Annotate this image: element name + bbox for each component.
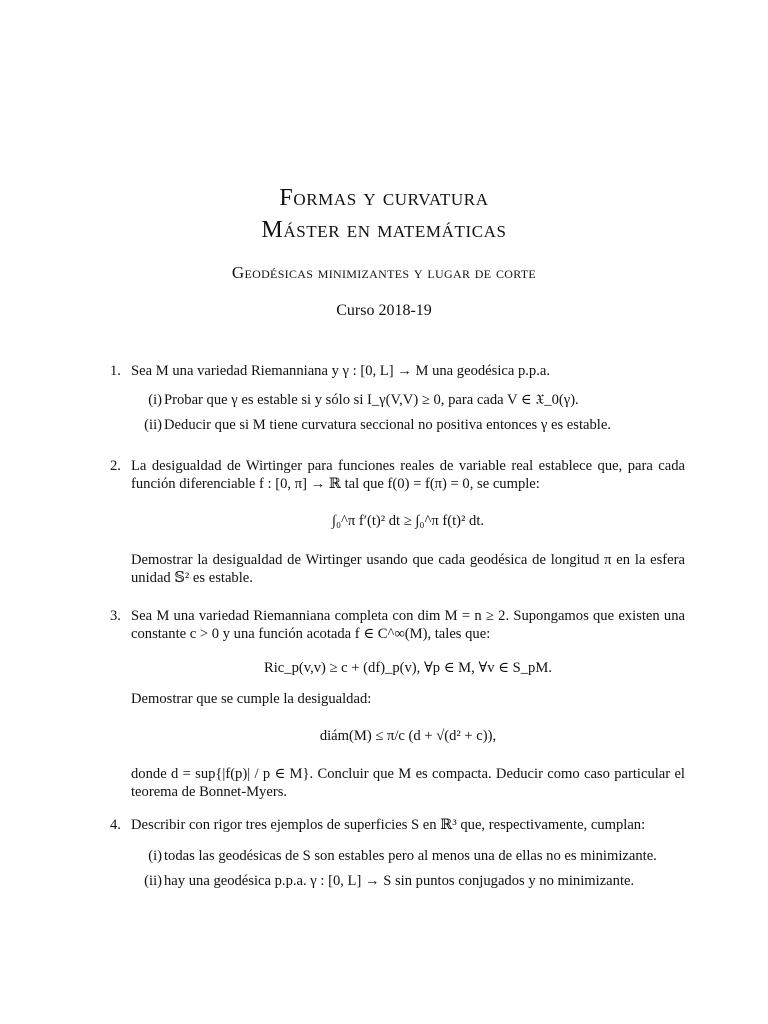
problem-1-item-ii: Deducir que si M tiene curvatura seccional no positiva entonces γ es estable. bbox=[164, 417, 611, 433]
problem-4-text: Describir con rigor tres ejemplos de superficies S en ℝ³ que, respectivamente, cumplan: bbox=[131, 817, 646, 833]
problem-1-item-i-label: (i) bbox=[148, 392, 162, 408]
problem-2-text: La desigualdad de Wirtinger para funciones reales de variable real establece que, para cada función diferenciable f : [0, π] → ℝ tal que f(0) = f(π) = 0, se cumple: bbox=[131, 458, 685, 492]
problem-4-item-ii: hay una geodésica p.p.a. γ : [0, L] → S sin puntos conjugados y no minimizante. bbox=[164, 873, 635, 889]
problem-4-item-i: todas las geodésicas de S son estables pero al menos una de ellas no es minimizante. bbox=[164, 848, 657, 864]
course-year: Curso 2018-19 bbox=[336, 302, 432, 319]
page-title-line2: Máster en matemáticas bbox=[261, 217, 507, 243]
problem-3-text3: donde d = sup{|f(p)| / p ∈ M}. Concluir que M es compacta. Deducir como caso particular el teorema de Bonnet-Myers. bbox=[131, 766, 685, 800]
problem-3-formula-ricci: Ric_p(v,v) ≥ c + (df)_p(v), ∀p ∈ M, ∀v ∈ S_pM. bbox=[264, 660, 552, 676]
problem-1-text: Sea M una variedad Riemanniana y γ : [0, L] → M una geodésica p.p.a. bbox=[131, 363, 551, 379]
page-title: Formas y curvatura bbox=[279, 185, 489, 211]
problem-3-formula-diameter: diám(M) ≤ π/c (d + √(d² + c)), bbox=[319, 728, 497, 744]
problem-1-item-ii-label: (ii) bbox=[144, 417, 162, 433]
problem-1-item-i: Probar que γ es estable si y sólo si I_γ(V,V) ≥ 0, para cada V ∈ 𝔛_0(γ). bbox=[164, 392, 579, 408]
sheet-subtitle: Geodésicas minimizantes y lugar de corte bbox=[231, 263, 537, 282]
problem-2-formula: ∫₀^π f′(t)² dt ≥ ∫₀^π f(t)² dt. bbox=[331, 513, 485, 529]
problem-2-number: 2. bbox=[110, 458, 121, 474]
problem-3-text: Sea M una variedad Riemanniana completa con dim M = n ≥ 2. Supongamos que existen una constante c > 0 y una función acotada f ∈ C^∞(M), tales que: bbox=[131, 608, 685, 642]
problem-3-number: 3. bbox=[110, 608, 121, 624]
problem-4-item-ii-label: (ii) bbox=[144, 873, 162, 889]
problem-3-text2: Demostrar que se cumple la desigualdad: bbox=[131, 691, 372, 707]
problem-1-number: 1. bbox=[110, 363, 121, 379]
problem-4-item-i-label: (i) bbox=[148, 848, 162, 864]
problem-2-text2: Demostrar la desigualdad de Wirtinger usando que cada geodésica de longitud π en la esfera unidad 𝕊² es estable. bbox=[131, 552, 685, 586]
problem-4-number: 4. bbox=[110, 817, 121, 833]
